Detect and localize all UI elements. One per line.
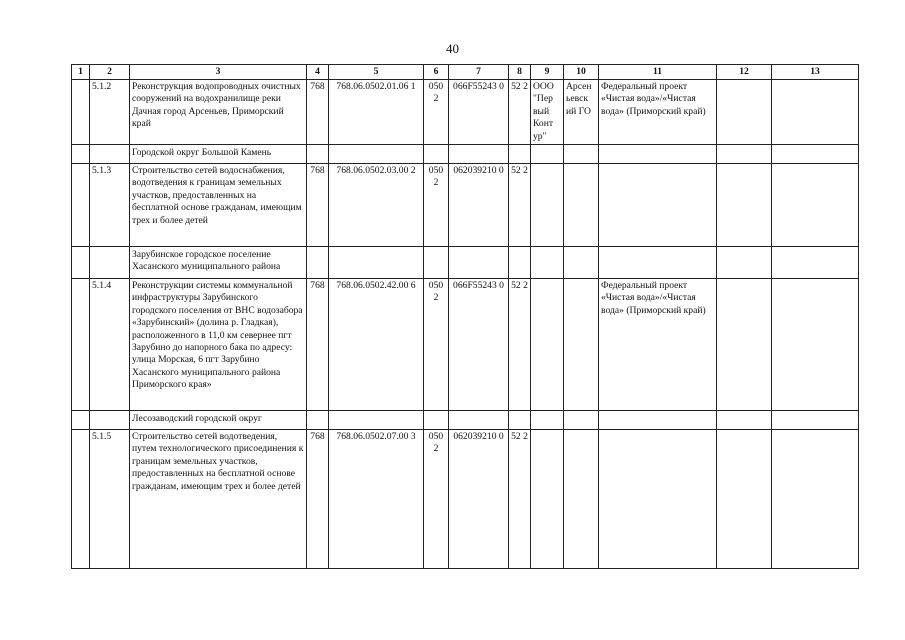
contractor-cell: ООО "Пер вый Конт ур" <box>531 80 564 145</box>
document-table <box>71 64 859 569</box>
column-13-cell <box>772 164 859 247</box>
section-code-cell: 050 2 <box>424 430 449 569</box>
column-header: 1 <box>72 65 90 80</box>
expense-type-cell: 52 2 <box>509 430 531 569</box>
column-13-cell <box>772 80 859 145</box>
section-code-cell: 050 2 <box>424 164 449 247</box>
code-cell: 768 <box>307 279 329 411</box>
section-title: Городской округ Большой Камень <box>130 145 307 164</box>
column-header: 2 <box>90 65 130 80</box>
column-header: 13 <box>772 65 859 80</box>
item-number-cell: 5.1.2 <box>90 80 130 145</box>
code-cell: 768 <box>307 430 329 569</box>
column-13-cell <box>772 279 859 411</box>
column-header: 4 <box>307 65 329 80</box>
item-name-cell: Строительство сетей водотведения, путем технологического присоединения к границам земельных участков, предоставленных на бесплатной основе гражданам, имеющим трех и более детей <box>130 430 307 569</box>
project-cell: Федеральный проект «Чистая вода»/«Чистая вода» (Приморский край) <box>599 279 717 411</box>
contractor-cell <box>531 430 564 569</box>
column-12-cell <box>717 279 772 411</box>
page-number: 40 <box>446 41 459 56</box>
row-indicator-cell <box>72 80 90 145</box>
municipality-cell: Арсен ьевск ий ГО <box>564 80 599 145</box>
budget-code-cell: 768.06.0502.01.06 1 <box>329 80 424 145</box>
item-number-cell: 5.1.3 <box>90 164 130 247</box>
column-header: 11 <box>599 65 717 80</box>
project-cell <box>599 430 717 569</box>
expense-type-cell: 52 2 <box>509 279 531 411</box>
budget-code-cell: 768.06.0502.03.00 2 <box>329 164 424 247</box>
item-number-cell: 5.1.5 <box>90 430 130 569</box>
municipality-cell <box>564 279 599 411</box>
column-13-cell <box>772 430 859 569</box>
municipality-cell <box>564 430 599 569</box>
section-row <box>72 247 859 279</box>
municipality-cell <box>564 164 599 247</box>
header-row <box>72 65 859 80</box>
table-row <box>72 279 859 411</box>
contractor-cell <box>531 164 564 247</box>
row-indicator-cell <box>72 430 90 569</box>
row-indicator-cell <box>72 279 90 411</box>
column-12-cell <box>717 430 772 569</box>
section-title: Зарубинское городское поселение Хасанского муниципального района <box>130 247 307 279</box>
section-title: Лесозаводский городской округ <box>130 411 307 430</box>
contractor-cell <box>531 279 564 411</box>
budget-code-cell: 768.06.0502.42.00 6 <box>329 279 424 411</box>
section-code-cell: 050 2 <box>424 80 449 145</box>
item-name-cell: Реконструкции системы коммунальной инфраструктуры Зарубинского городского поселения от ВНС водозабора «Зарубинский» (долина р. Гладкая), расположенного в 11,0 км севернее пгт Зарубино до напорного бака по адресу: улица Морская, 6 пгт Зарубино Хасанского муниципального района Приморского края» <box>130 279 307 411</box>
target-code-cell: 062039210 0 <box>449 430 509 569</box>
item-name-cell: Строительство сетей водоснабжения, водотведения к границам земельных участков, предоставленных на бесплатной основе гражданам, имеющим трех и более детей <box>130 164 307 247</box>
code-cell: 768 <box>307 80 329 145</box>
column-header: 3 <box>130 65 307 80</box>
target-code-cell: 066F55243 0 <box>449 80 509 145</box>
expense-type-cell: 52 2 <box>509 164 531 247</box>
table-row <box>72 430 859 569</box>
expense-type-cell: 52 2 <box>509 80 531 145</box>
project-cell: Федеральный проект «Чистая вода»/«Чистая вода» (Приморский край) <box>599 80 717 145</box>
column-header: 12 <box>717 65 772 80</box>
project-cell <box>599 164 717 247</box>
column-header: 8 <box>509 65 531 80</box>
table-row <box>72 164 859 247</box>
item-number-cell: 5.1.4 <box>90 279 130 411</box>
column-12-cell <box>717 164 772 247</box>
section-row <box>72 145 859 164</box>
column-12-cell <box>717 80 772 145</box>
item-name-cell: Реконструкция водопроводных очистных сооружений на водохранилище реки Дачная город Арсеньев, Приморский край <box>130 80 307 145</box>
section-row <box>72 411 859 430</box>
budget-code-cell: 768.06.0502.07.00 3 <box>329 430 424 569</box>
column-header: 5 <box>329 65 424 80</box>
section-code-cell: 050 2 <box>424 279 449 411</box>
column-header: 9 <box>531 65 564 80</box>
table-row <box>72 80 859 145</box>
column-header: 10 <box>564 65 599 80</box>
target-code-cell: 062039210 0 <box>449 164 509 247</box>
column-header: 7 <box>449 65 509 80</box>
row-indicator-cell <box>72 164 90 247</box>
code-cell: 768 <box>307 164 329 247</box>
column-header: 6 <box>424 65 449 80</box>
target-code-cell: 066F55243 0 <box>449 279 509 411</box>
